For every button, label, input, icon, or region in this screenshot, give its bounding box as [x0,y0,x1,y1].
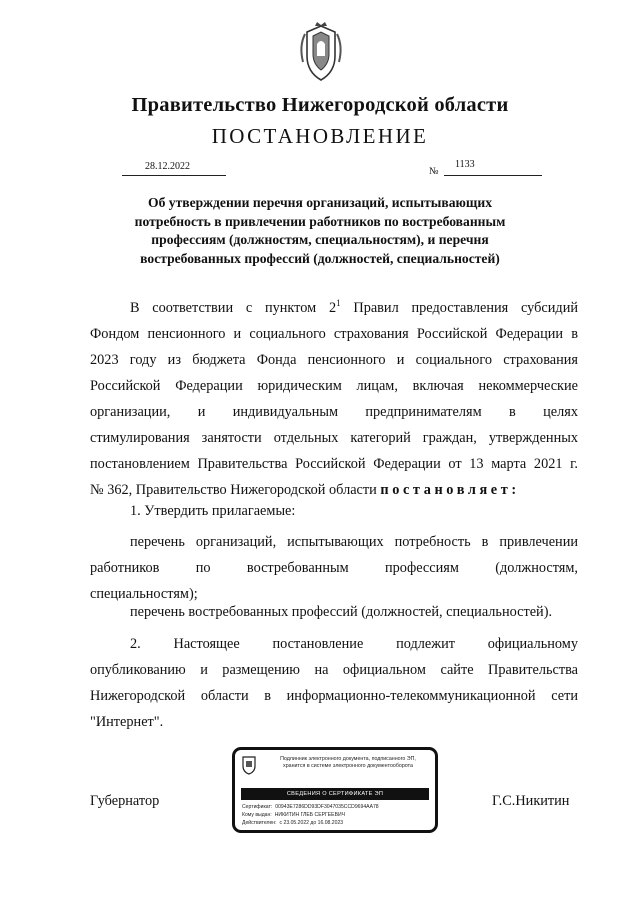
paragraph-line: перечень организаций, испытывающих потребность в привлечении [130,534,578,550]
signer-role: Губернатор [90,793,160,809]
valid-value: с 23.05.2022 до 16.08.2023 [279,820,344,826]
stamp-row [242,811,432,819]
document-subject [124,194,516,268]
government-title: Правительство Нижегородской области [131,94,509,116]
stamp-notice [261,756,435,770]
stamp-notice-line: хранится в системе электронного документооборота [283,763,413,769]
preamble-text: № 362, Правительство Нижегородской области [90,482,377,498]
paragraph-line: постановлением Правительства Российской Федерации от 13 марта 2021 г. [90,456,578,472]
paragraph-line: 2023 году из бюджета Фонда пенсионного и социального страхования [90,352,578,368]
subject-line: потребность в привлечении работников по востребованным [134,213,506,229]
stamp-banner: СВЕДЕНИЯ О СЕРТИФИКАТЕ ЭП [241,788,429,800]
decree-word: постановляет: [380,482,520,498]
paragraph-line: Российской Федерации юридическим лицам, включая некоммерческие [90,378,578,394]
item-1-list-a [90,529,578,607]
subject-line: профессиям (должностям, специальностям), и перечня [151,232,489,247]
subject-line: Об утверждении перечня организаций, испытывающих [148,195,492,210]
number-sign: № [429,166,439,177]
item-1: 1. Утвердить прилагаемые: [130,503,296,519]
paragraph-line [90,477,578,503]
paragraph-line [90,295,578,321]
paragraph-line: специальностям); [90,586,198,602]
cert-label: Сертификат: [242,804,273,810]
stamp-notice-line: Подлинник электронного документа, подписанного ЭП, [280,756,416,762]
paragraph-line: Фондом пенсионного и социального страхования Российской Федерации в [90,326,578,342]
paragraph-line: Нижегородской области в информационно-телекоммуникационной сети [90,688,578,704]
superscript: 1 [336,298,341,308]
signer-name: Г.С.Никитин [492,793,570,809]
item-1-list-b: перечень востребованных профессий (должностей, специальностей). [130,604,553,620]
paragraph-line: опубликованию и размещению на официальном сайте Правительства [90,662,578,678]
stamp-row [242,803,432,811]
number-underline [444,175,542,176]
coat-of-arms-small-icon [241,755,257,775]
document-date: 28.12.2022 [145,161,190,172]
paragraph-line: "Интернет". [90,714,164,730]
valid-label: Действителен: [242,820,277,826]
stamp-details [242,803,432,827]
paragraph-line: работников по востребованным профессиям (должностям, [90,560,578,576]
paragraph-line: организации, и индивидуальным предпринимателям в целях [90,404,578,420]
issued-to-value: НИКИТИН ГЛЕБ СЕРГЕЕВИЧ [274,812,346,818]
preamble-paragraph [90,295,578,503]
issued-to-label: Кому выдан: [242,812,272,818]
document-type: ПОСТАНОВЛЕНИЕ [211,124,429,148]
preamble-text: Правил предоставления субсидий [340,300,578,316]
coat-of-arms-icon [297,22,345,84]
subject-line: востребованных профессий (должностей, специальностей) [140,250,500,266]
e-signature-stamp [232,747,438,833]
date-underline [122,175,226,176]
cert-value: 00943E7286DD93DF3047035CCD9694AA78 [275,804,379,810]
document-number: 1133 [455,159,475,170]
item-2 [90,631,578,735]
paragraph-line: 2. Настоящее постановление подлежит официальному [130,636,578,652]
stamp-row [242,819,432,827]
paragraph-line: стимулирования занятости отдельных категорий граждан, утвержденных [90,430,578,446]
preamble-text: В соответствии с пунктом 2 [130,300,337,316]
